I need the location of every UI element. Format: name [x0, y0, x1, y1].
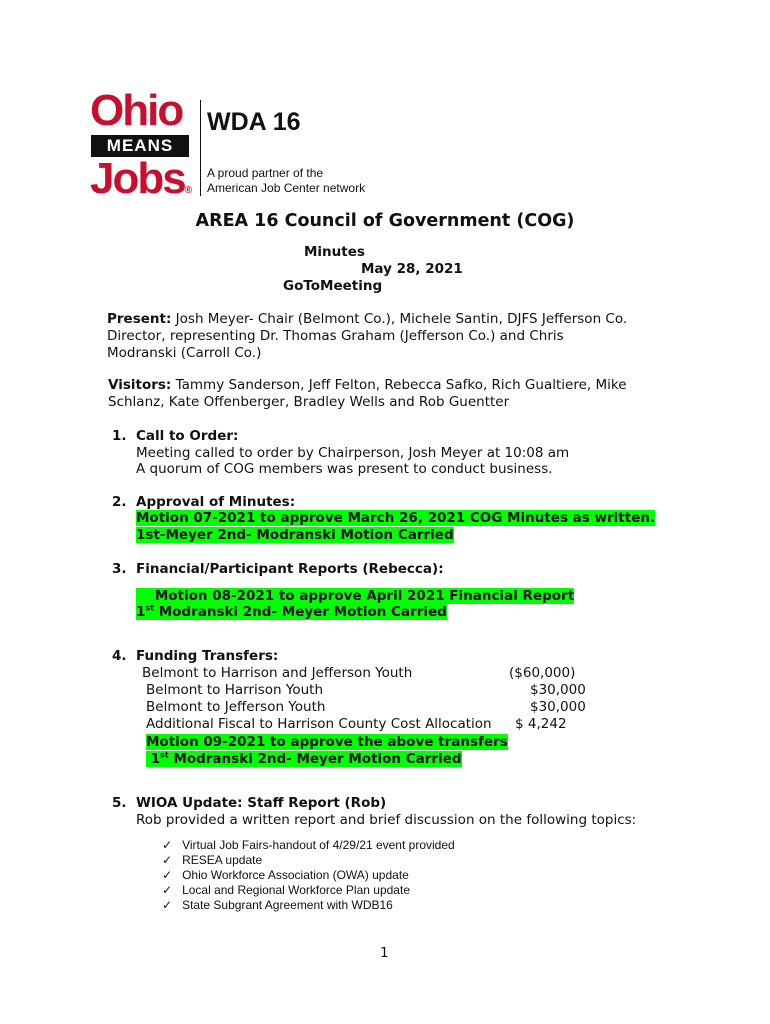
minutes-label: Minutes [304, 244, 365, 260]
item-4-vote: 1st Modranski 2nd- Meyer Motion Carried [146, 751, 462, 768]
item-3-number: 3. [112, 561, 127, 577]
transfer-row-amount: ($60,000) [509, 665, 576, 681]
present-line-3: Modranski (Carroll Co.) [107, 345, 262, 361]
topic-list-item: ✓ RESEA update [162, 853, 263, 867]
topic-list-item: ✓ State Subgrant Agreement with WDB16 [162, 898, 393, 912]
transfer-row-label: Belmont to Harrison and Jefferson Youth [142, 665, 413, 681]
item-4-heading: Funding Transfers: [136, 648, 279, 664]
present-line-1: Present: Josh Meyer- Chair (Belmont Co.), Michele Santin, DJFS Jefferson Co. [107, 311, 628, 327]
header-divider [200, 100, 201, 196]
item-3-motion: Motion 08-2021 to approve April 2021 Financial Report [136, 588, 574, 605]
checkmark-icon: ✓ [162, 898, 173, 912]
transfer-row-amount: $30,000 [530, 699, 586, 715]
item-5-heading: WIOA Update: Staff Report (Rob) [136, 795, 387, 811]
transfer-row-label: Additional Fiscal to Harrison County Cost Allocation [146, 716, 492, 732]
item-5-intro: Rob provided a written report and brief discussion on the following topics: [136, 812, 637, 828]
item-3-heading: Financial/Participant Reports (Rebecca): [136, 561, 444, 577]
page-number: 1 [380, 945, 389, 961]
topic-list-item: ✓ Ohio Workforce Association (OWA) update [162, 868, 409, 882]
item-4-motion: Motion 09-2021 to approve the above transfers [146, 734, 508, 750]
visitors-label: Visitors: [108, 377, 172, 393]
item-5-number: 5. [112, 795, 127, 811]
meeting-venue: GoToMeeting [283, 278, 383, 294]
topic-list-item: ✓ Virtual Job Fairs-handout of 4/29/21 event provided [162, 838, 455, 852]
item-1-number: 1. [112, 428, 127, 444]
item-3-vote: 1st Modranski 2nd- Meyer Motion Carried [136, 603, 447, 620]
topic-list-item: ✓ Local and Regional Workforce Plan update [162, 883, 410, 897]
transfer-row-amount: $30,000 [530, 682, 586, 698]
item-2-motion: Motion 07-2021 to approve March 26, 2021 COG Minutes as written. [136, 510, 656, 526]
item-1-heading: Call to Order: [136, 428, 239, 444]
item-2-vote: 1st-Meyer 2nd- Modranski Motion Carried [136, 527, 454, 543]
checkmark-icon: ✓ [162, 868, 173, 882]
transfer-row-amount: $ 4,242 [515, 716, 567, 732]
logo-means: MEANS [91, 135, 189, 157]
present-label: Present: [107, 311, 172, 327]
transfer-row-label: Belmont to Harrison Youth [146, 682, 324, 698]
logo-ohio: Ohio [90, 86, 183, 135]
checkmark-icon: ✓ [162, 853, 173, 867]
checkmark-icon: ✓ [162, 883, 173, 897]
visitors-line-2: Schlanz, Kate Offenberger, Bradley Wells and Rob Guentter [108, 394, 510, 410]
meeting-date: May 28, 2021 [361, 261, 463, 277]
checkmark-icon: ✓ [162, 838, 173, 852]
document-title: AREA 16 Council of Government (COG) [195, 211, 575, 231]
item-4-number: 4. [112, 648, 127, 664]
visitors-line-1: Visitors: Tammy Sanderson, Jeff Felton, Rebecca Safko, Rich Gualtiere, Mike [108, 377, 627, 393]
item-2-heading: Approval of Minutes: [136, 494, 296, 510]
wda-title: WDA 16 [207, 108, 301, 136]
transfer-row-label: Belmont to Jefferson Youth [146, 699, 326, 715]
item-2-number: 2. [112, 494, 127, 510]
item-1-line-2: A quorum of COG members was present to conduct business. [136, 461, 553, 477]
ohio-means-jobs-logo [90, 86, 194, 203]
logo-jobs: Jobs® [90, 154, 191, 203]
partner-line-2: American Job Center network [207, 181, 366, 195]
present-line-2: Director, representing Dr. Thomas Graham (Jefferson Co.) and Chris [107, 328, 564, 344]
item-1-line-1: Meeting called to order by Chairperson, Josh Meyer at 10:08 am [136, 445, 570, 461]
partner-line-1: A proud partner of the [207, 166, 324, 180]
